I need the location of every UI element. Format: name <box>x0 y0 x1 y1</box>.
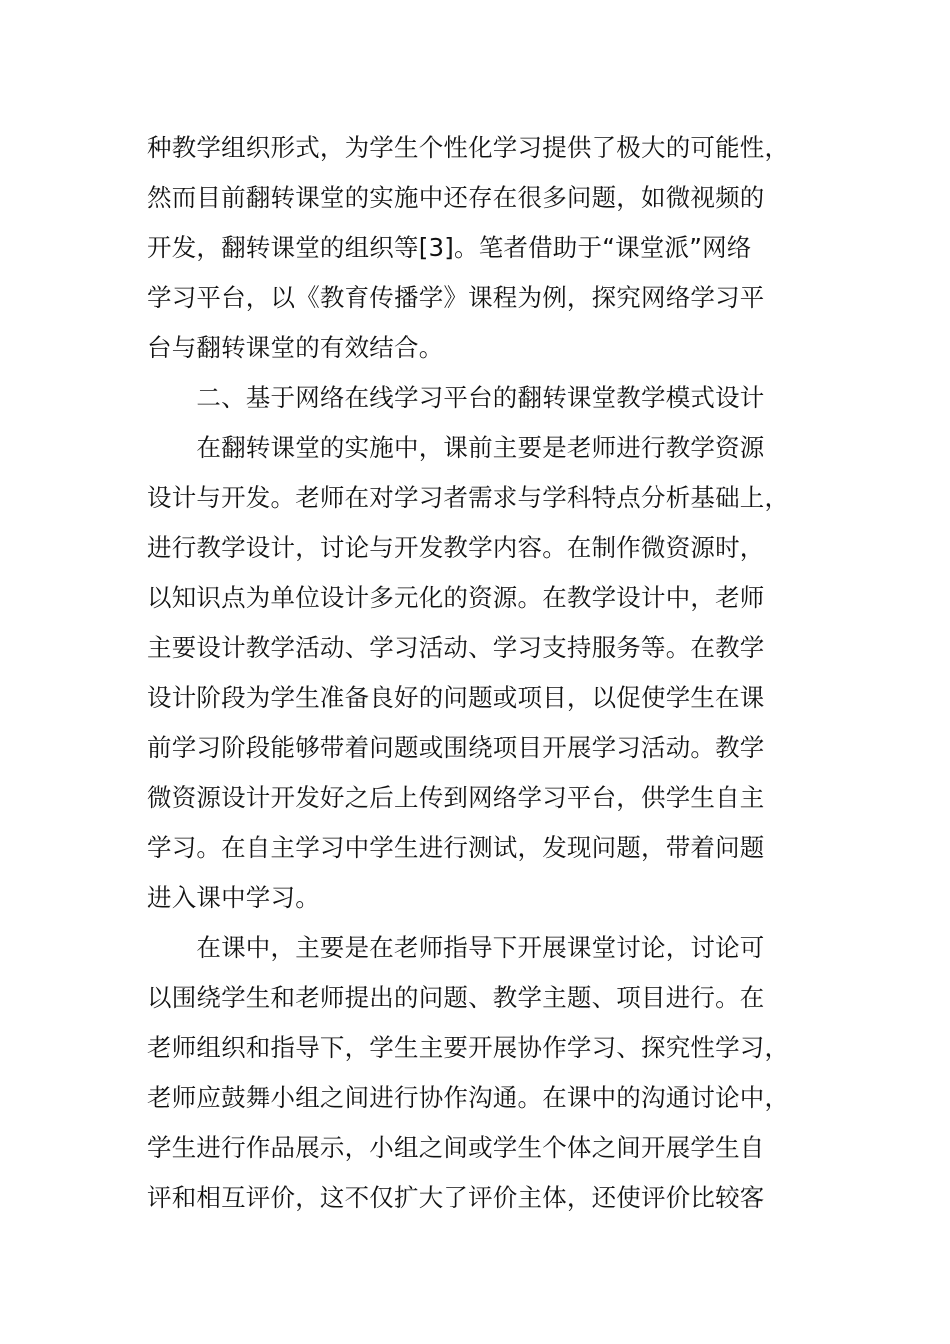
text-line: 微资源设计开发好之后上传到网络学习平台，供学生自主 <box>147 783 765 812</box>
text-line: 学习。在自主学习中学生进行测试，发现问题，带着问题 <box>147 833 765 862</box>
text-line: 台与翻转课堂的有效结合。 <box>147 333 444 362</box>
text-line: 主要设计教学活动、学习活动、学习支持服务等。在教学 <box>147 633 765 662</box>
text-line: 进行教学设计，讨论与开发教学内容。在制作微资源时， <box>147 533 765 562</box>
text-line: 进入课中学习。 <box>147 883 320 912</box>
text-line: 以围绕学生和老师提出的问题、教学主题、项目进行。在 <box>147 983 765 1012</box>
text-line: 设计阶段为学生准备良好的问题或项目，以促使学生在课 <box>147 683 765 712</box>
text-line: 开发，翻转课堂的组织等[3]。笔者借助于“课堂派”网络 <box>147 233 752 262</box>
text-line: 学习平台，以《教育传播学》课程为例，探究网络学习平 <box>147 283 765 312</box>
text-line: 在课中，主要是在老师指导下开展课堂讨论，讨论可 <box>147 933 765 962</box>
text-line: 前学习阶段能够带着问题或围绕项目开展学习活动。教学 <box>147 733 765 762</box>
text-line: 老师应鼓舞小组之间进行协作沟通。在课中的沟通讨论中， <box>147 1083 790 1112</box>
text-line: 设计与开发。老师在对学习者需求与学科特点分析基础上， <box>147 483 790 512</box>
text-line: 以知识点为单位设计多元化的资源。在教学设计中，老师 <box>147 583 765 612</box>
text-line: 种教学组织形式，为学生个性化学习提供了极大的可能性， <box>147 133 790 162</box>
text-line: 在翻转课堂的实施中，课前主要是老师进行教学资源 <box>147 433 765 462</box>
text-line: 老师组织和指导下，学生主要开展协作学习、探究性学习， <box>147 1033 790 1062</box>
section-heading: 二、基于网络在线学习平台的翻转课堂教学模式设计 <box>147 383 765 412</box>
text-line: 评和相互评价，这不仅扩大了评价主体，还使评价比较客 <box>147 1183 765 1212</box>
text-line: 学生进行作品展示，小组之间或学生个体之间开展学生自 <box>147 1133 765 1162</box>
text-line: 然而目前翻转课堂的实施中还存在很多问题，如微视频的 <box>147 183 765 212</box>
